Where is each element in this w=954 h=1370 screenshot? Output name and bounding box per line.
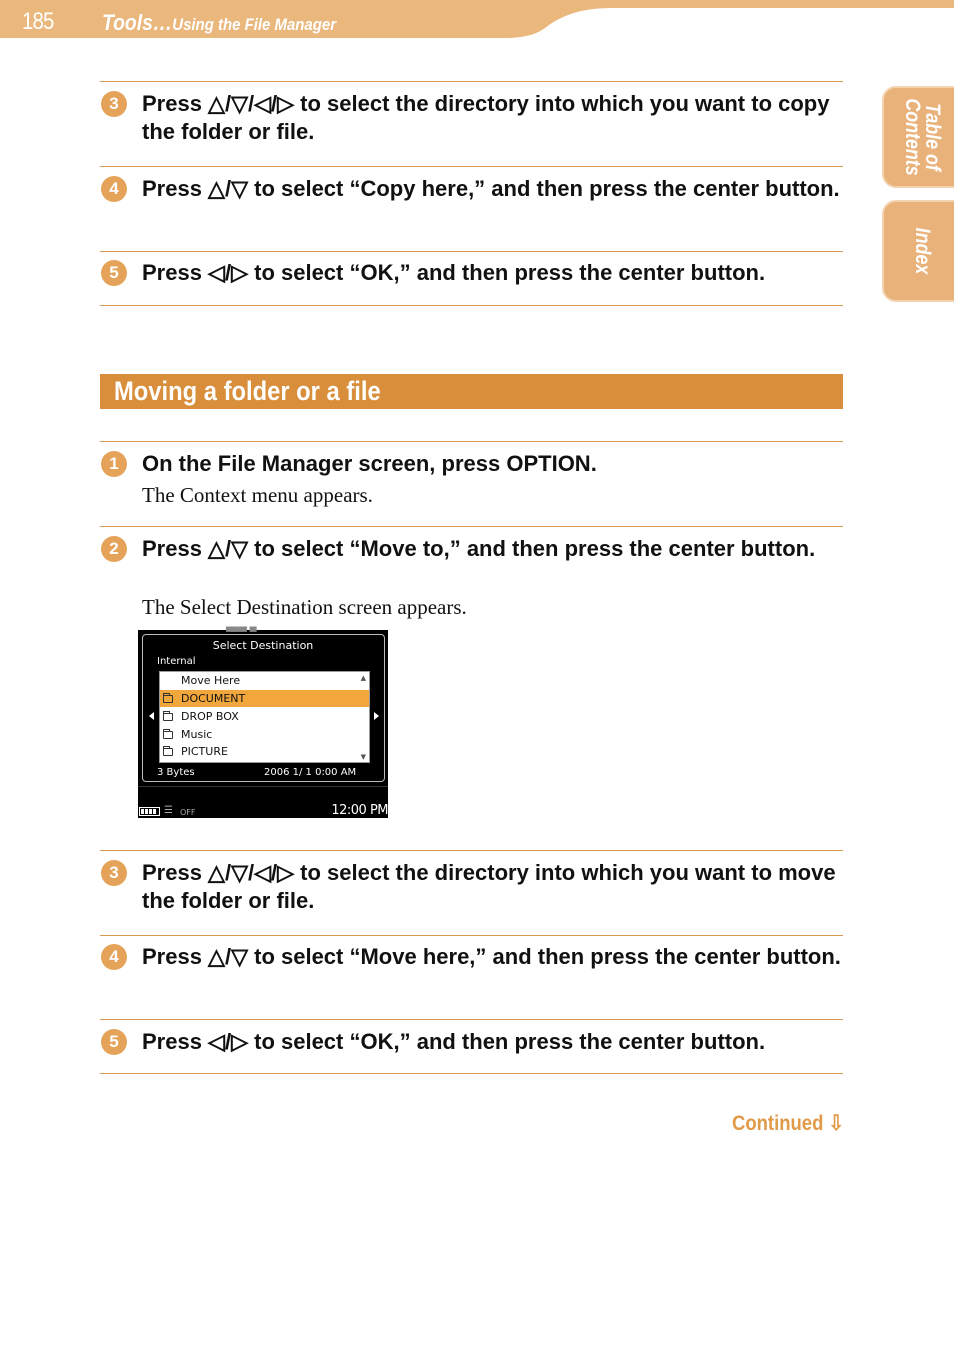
page-header (0, 0, 954, 40)
step-instruction: Press △/▽/◁/▷ to select the directory into which you want to copy the folder or file. (142, 91, 830, 144)
divider (100, 526, 843, 527)
list-item-label: DOCUMENT (181, 692, 246, 705)
divider (100, 305, 843, 306)
step-instruction: On the File Manager screen, press OPTION. (142, 451, 597, 476)
list-item-selected[interactable] (160, 690, 369, 707)
folder-icon (163, 713, 173, 721)
page-number: 185 (22, 8, 54, 35)
folder-icon (163, 748, 173, 756)
folder-icon (163, 695, 173, 703)
divider (100, 81, 843, 82)
step-number-badge: 4 (101, 176, 127, 202)
step-number-badge: 4 (101, 944, 127, 970)
down-arrow-icon: ⇩ (828, 1112, 844, 1135)
file-size: 3 Bytes (157, 767, 195, 778)
header-title (102, 10, 336, 36)
step-number-badge: 5 (101, 260, 127, 286)
destination-list (159, 671, 370, 763)
divider (100, 935, 843, 936)
wifi-status: OFF (180, 808, 196, 817)
step-number-badge: 2 (101, 536, 127, 562)
step-number-badge: 3 (101, 860, 127, 886)
header-section: Tools… (102, 10, 173, 35)
list-item-label: Music (181, 728, 213, 741)
index-tab-label: Index (911, 227, 934, 275)
folder-icon (163, 731, 173, 739)
battery-icon (139, 807, 160, 816)
divider (100, 850, 843, 851)
step-instruction: Press △/▽ to select “Move here,” and then press the center button. (142, 944, 841, 969)
divider (100, 1019, 843, 1020)
section-heading (100, 374, 843, 409)
list-item-label: PICTURE (181, 745, 228, 758)
step-instruction: Press ◁/▷ to select “OK,” and then press the center button. (142, 1029, 766, 1054)
step-number-badge: 5 (101, 1029, 127, 1055)
clock: 12:00 PM (331, 803, 388, 818)
list-item-label: DROP BOX (181, 710, 239, 723)
step-number-badge: 3 (101, 91, 127, 117)
device-screen-title: Select Destination (212, 639, 314, 652)
file-date: 2006 1/ 1 0:00 AM (264, 767, 357, 778)
list-item[interactable] (160, 743, 369, 760)
step-number-badge: 1 (101, 451, 127, 477)
device-title-ghost: ▀▀▀ ▀ (226, 628, 257, 638)
header-subsection: Using the File Manager (172, 15, 337, 34)
step-instruction: Press △/▽ to select “Move to,” and then press the center button. (142, 536, 816, 561)
list-item[interactable] (160, 672, 369, 689)
step-instruction: Press △/▽ to select “Copy here,” and then press the center button. (142, 176, 840, 201)
step-result: The Context menu appears. (142, 483, 373, 507)
list-item[interactable] (160, 708, 369, 725)
step-instruction: Press ◁/▷ to select “OK,” and then press the center button. (142, 260, 766, 285)
left-arrow-icon (149, 712, 154, 720)
step-result: The Select Destination screen appears. (142, 595, 467, 619)
scroll-down-icon: ▼ (360, 753, 366, 761)
continued-link[interactable] (732, 1111, 844, 1136)
list-item-label: Move Here (181, 674, 241, 687)
divider (100, 251, 843, 252)
table-of-contents-tab[interactable] (882, 86, 954, 188)
index-tab[interactable] (882, 200, 954, 302)
status-separator (138, 786, 388, 787)
table-of-contents-tab-label: Table of Contents (901, 98, 944, 176)
divider (100, 441, 843, 442)
list-item[interactable] (160, 726, 369, 743)
section-heading-text: Moving a folder or a file (114, 376, 381, 406)
divider (100, 1073, 843, 1074)
scroll-up-icon: ▲ (360, 674, 366, 682)
continued-label: Continued (732, 1112, 824, 1135)
wifi-icon: ☰ (164, 805, 173, 816)
right-arrow-icon (374, 712, 379, 720)
device-location: Internal (157, 656, 196, 667)
step-instruction: Press △/▽/◁/▷ to select the directory into which you want to move the folder or file. (142, 860, 836, 913)
divider (100, 166, 843, 167)
device-screenshot (138, 630, 388, 818)
